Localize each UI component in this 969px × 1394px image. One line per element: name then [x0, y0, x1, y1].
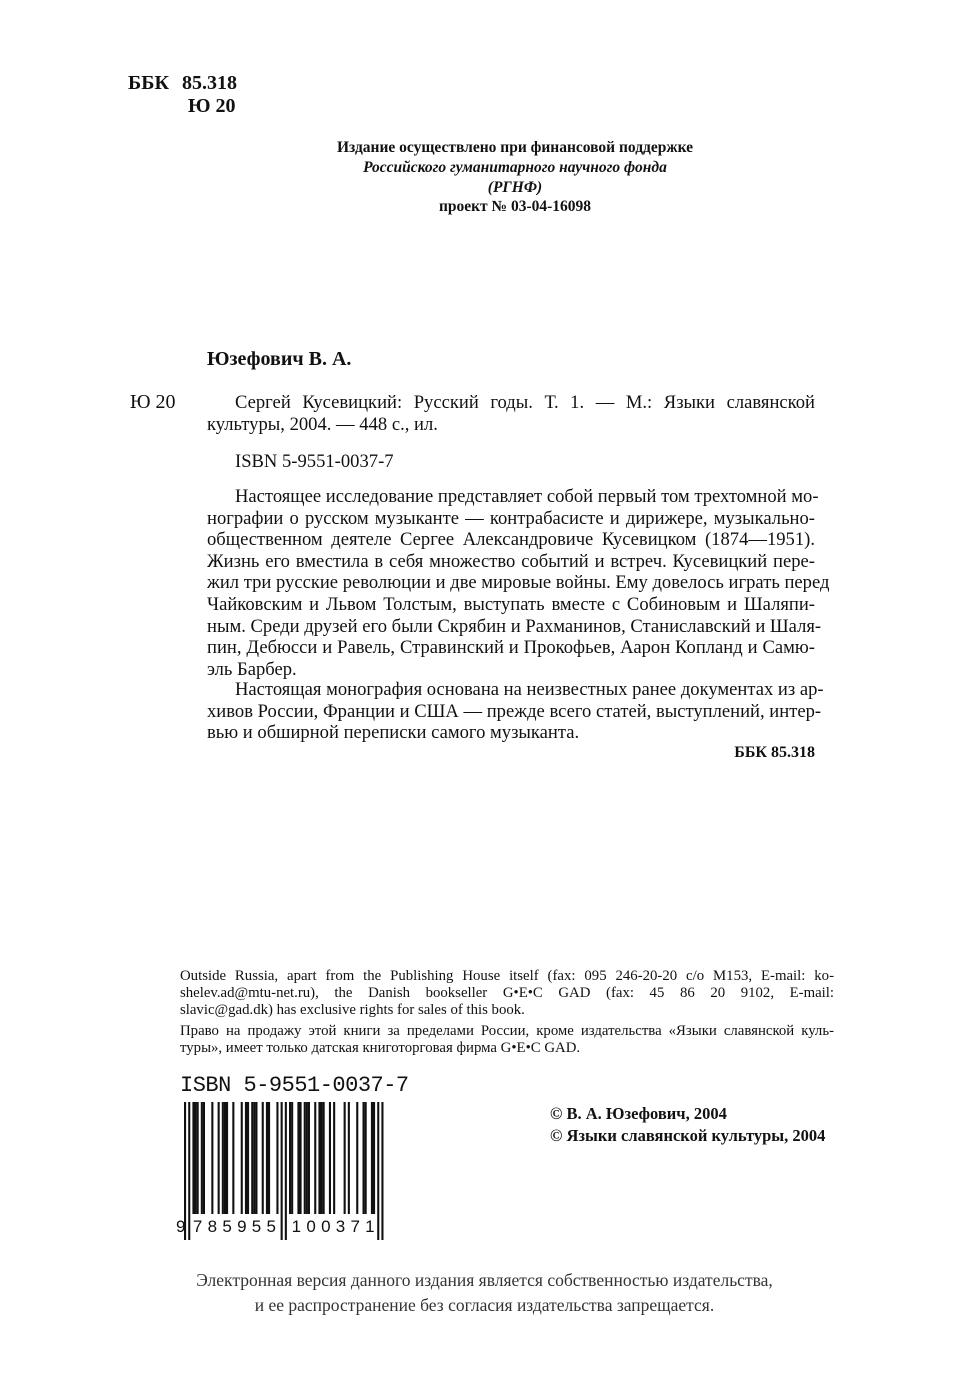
abstract-line: хивов России, Франции и США — прежде всего статей, выступлений, интер- — [207, 700, 822, 722]
electronic-edition-notice — [0, 1268, 969, 1318]
bbk-number: 85.318 — [181, 72, 237, 94]
barcode-bar — [247, 1102, 249, 1214]
author-heading: Юзефович В. А. — [207, 348, 352, 370]
barcode-bar — [285, 1102, 287, 1240]
fine-print-russian — [180, 1023, 834, 1057]
bbk-footer: ББК 85.318 — [734, 744, 815, 761]
barcode-bar — [188, 1102, 190, 1240]
barcode-bar — [201, 1102, 203, 1214]
barcode-digit: 7 — [350, 1217, 360, 1236]
fine-print-line: slavic@gad.dk) has exclusive rights for sales of this book. — [180, 1002, 525, 1018]
call-number: Ю 20 — [130, 391, 176, 413]
funding-line-1: Издание осуществлено при финансовой поддержке — [336, 139, 694, 156]
barcode-digit: 5 — [251, 1217, 262, 1236]
barcode-bar — [291, 1102, 293, 1214]
barcode-bar — [304, 1102, 306, 1214]
barcode-digit: 5 — [222, 1217, 232, 1236]
barcode-bar — [245, 1102, 247, 1214]
barcode-bar — [365, 1102, 367, 1214]
abstract-line: ным. Среди друзей его были Скрябин и Рахманинов, Станиславский и Шаля- — [207, 615, 822, 637]
funding-statement — [230, 138, 800, 217]
fine-print-line: туры», имеет только датская книготорговая фирма G•E•C GAD. — [180, 1040, 581, 1056]
barcode-bar — [300, 1102, 302, 1214]
funding-project-number: проект № 03-04-16098 — [438, 198, 592, 216]
barcode-bar — [318, 1102, 320, 1214]
barcode-bar — [289, 1102, 291, 1214]
barcode-bar — [226, 1102, 228, 1214]
abstract-paragraph-1 — [207, 486, 830, 680]
abstract-line: Жизнь его вместила в себя множество событий и встреч. Кусевицкий пере- — [207, 550, 815, 572]
abstract-line: нографии о русском музыканте — контрабасисте и дирижере, музыкально- — [207, 507, 815, 529]
barcode-bar — [371, 1102, 373, 1214]
barcode-bar — [203, 1102, 205, 1214]
bibliographic-description — [207, 392, 815, 435]
barcode-bar — [197, 1102, 199, 1214]
abstract-line: общественном деятеле Сергее Александровиче Кусевицком (1874—1951). — [207, 529, 815, 551]
barcode-bar — [363, 1102, 365, 1214]
barcode-digit: 0 — [306, 1217, 316, 1236]
barcode-bar — [281, 1102, 283, 1240]
barcode-bar — [192, 1102, 194, 1214]
barcode-bar — [348, 1102, 350, 1214]
abstract-line: жил три русские революции и две мировые войны. Ему довелось играть перед — [207, 572, 830, 594]
barcode-bar — [218, 1102, 220, 1214]
fine-print-line: Outside Russia, apart from the Publishing House itself (fax: 095 246-20-20 c/o M153, E-mail: ko- — [180, 968, 834, 984]
barcode-bar — [253, 1102, 255, 1214]
fine-print-line: Право на продажу этой книги за пределами России, кроме издательства «Языки славянской куль- — [180, 1023, 834, 1039]
barcode-bar — [195, 1102, 197, 1214]
copyright-author: © В. А. Юзефович, 2004 — [550, 1104, 727, 1123]
author-mark: Ю 20 — [188, 95, 236, 117]
barcode-digit: 7 — [192, 1217, 203, 1236]
bibliography-line: Сергей Кусевицкий: Русский годы. Т. 1. — М.: Языки славянской — [235, 392, 815, 413]
barcode-bar — [276, 1102, 278, 1214]
notice-line: Электронная версия данного издания является собственностью издательства, — [196, 1270, 773, 1290]
notice-line: и ее распространение без согласия издательства запрещается. — [254, 1295, 715, 1315]
bbk-label: ББК — [128, 72, 169, 94]
abstract-line: Чайковским и Львом Толстым, выступать вместе с Собиновым и Шаляпи- — [207, 593, 815, 615]
barcode-bar — [255, 1102, 257, 1214]
bbk-classification — [128, 72, 237, 118]
funding-line-2: Российского гуманитарного научного фонда — [363, 158, 667, 176]
copyright-block — [550, 1103, 825, 1147]
fine-print-english — [180, 968, 834, 1019]
barcode-bar — [377, 1102, 379, 1240]
barcode-digit: 1 — [365, 1217, 375, 1236]
barcode-isbn-text: ISBN 5-9551-0037-7 — [180, 1073, 409, 1098]
fine-print-line: shelev.ad@mtu-net.ru), the Danish bookseller G•E•C GAD (fax: 45 86 20 9102, E-mail: — [180, 985, 834, 1001]
isbn-barcode — [172, 1100, 392, 1245]
barcode-digit: 0 — [321, 1217, 331, 1236]
copyright-publisher: © Языки славянской культуры, 2004 — [550, 1126, 826, 1145]
abstract-line: эль Барбер. — [207, 658, 297, 680]
abstract-line: Настоящее исследование представляет собой первый том трехтомной мо- — [235, 486, 819, 507]
abstract-line: пин, Дебюсси и Равель, Стравинский и Прокофьев, Аарон Копланд и Самю- — [207, 637, 815, 659]
barcode-bar — [308, 1102, 310, 1214]
barcode-digit: 3 — [335, 1217, 346, 1236]
abstract-line: Настоящая монография основана на неизвестных ранее документах из ар- — [235, 679, 824, 700]
barcode-bar — [321, 1102, 323, 1214]
barcode-bar — [381, 1102, 383, 1240]
bibliography-line: культуры, 2004. — 448 с., ил. — [207, 413, 438, 435]
barcode-bar — [251, 1102, 253, 1214]
barcode-digit: 5 — [266, 1217, 276, 1236]
barcode-bar — [323, 1102, 325, 1214]
barcode-digit: 8 — [207, 1217, 218, 1236]
barcode-bar — [373, 1102, 375, 1214]
barcode-bar — [262, 1102, 264, 1214]
barcode-bar — [268, 1102, 270, 1214]
funding-line-3: (РГНФ) — [487, 178, 543, 196]
barcode-bar — [297, 1102, 299, 1214]
barcode-bar — [344, 1102, 346, 1214]
barcode-bar — [241, 1102, 243, 1214]
barcode-bar — [356, 1102, 358, 1214]
barcode-bar — [333, 1102, 335, 1214]
barcode-digit: 1 — [291, 1217, 302, 1236]
barcode-bar — [329, 1102, 331, 1214]
barcode-bar — [306, 1102, 308, 1214]
barcode-digit: 9 — [237, 1217, 247, 1236]
barcode-digit: 9 — [176, 1217, 186, 1236]
abstract-paragraph-2 — [207, 679, 824, 744]
barcode-bar — [266, 1102, 268, 1214]
barcode-bar — [224, 1102, 226, 1214]
abstract-line: вью и обширной переписки самого музыканта. — [207, 722, 580, 744]
barcode-bar — [232, 1102, 234, 1214]
barcode-bar — [314, 1102, 316, 1214]
barcode-bar — [222, 1102, 224, 1214]
barcode-bar — [211, 1102, 213, 1214]
isbn-line: ISBN 5-9551-0037-7 — [235, 451, 394, 472]
